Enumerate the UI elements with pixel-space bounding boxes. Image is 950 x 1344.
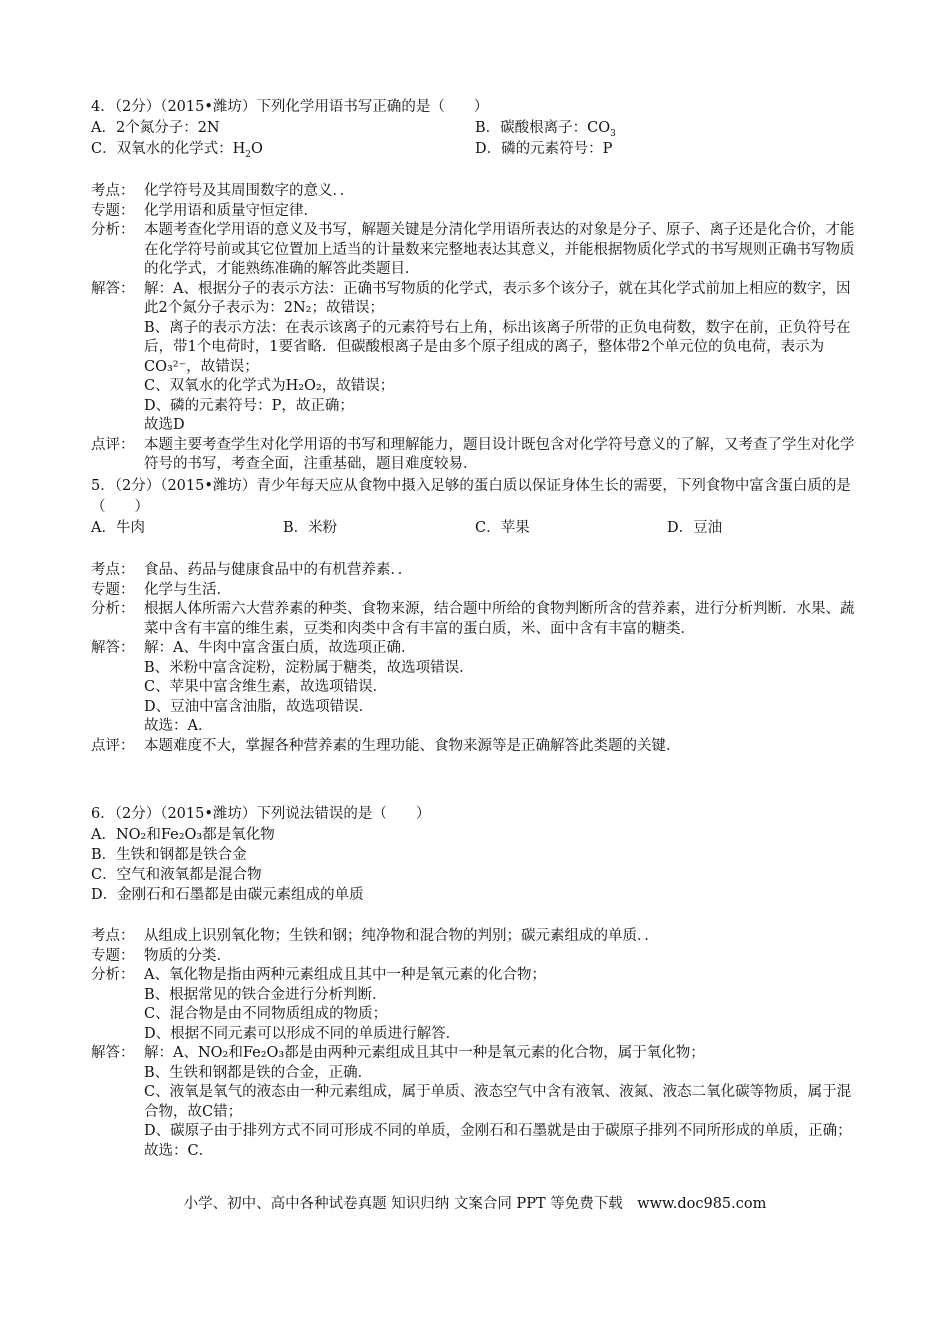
kaodian-label: 考点：: [91, 928, 135, 944]
q4-kaodian: 化学符号及其周围数字的意义．．: [144, 183, 355, 199]
q4-option-b: B．碳酸根离子：$CO_3$: [475, 120, 616, 139]
q6-option-a: A．NO₂和Fe₂O₃都是氧化物: [91, 827, 275, 843]
q4-zhuanti: 化学用语和质量守恒定律．: [144, 202, 318, 219]
q5-option-d: D．豆油: [667, 520, 723, 536]
question-6-options: [91, 825, 861, 905]
fenxi-label: 分析：: [91, 601, 135, 617]
zhuanti-label: 专题：: [91, 947, 135, 964]
q5-jieda: 解：A、牛肉中富含蛋白质，故选项正确． B、米粉中富含淀粉，淀粉属于糖类，故选项错误． C、苹果中富含维生素，故选项错误． D、豆油中富含油脂，故选项错误． 故选：A．: [144, 640, 474, 734]
q5-option-b: B．米粉: [283, 520, 338, 536]
question-5: [91, 476, 861, 756]
question-4: [91, 97, 861, 475]
fenxi-label: 分析：: [91, 967, 135, 983]
page-footer: 小学、初中、高中各种试卷真题 知识归纳 文案合同 PPT 等免费下载 www.doc985.com: [183, 1196, 767, 1212]
kaodian-label: 考点：: [91, 183, 135, 199]
q6-jieda: 解：A、NO₂和Fe₂O₃都是由两种元素组成且其中一种是氧元素的化合物，属于氧化物； B、生铁和钢都是铁的合金，正确． C、液氧是氧气的液态由一种元素组成，属于单质、液态空气中含有液氧、液氮、液态二氧化碳等物质，属于混合物，故C错； D、碳原子由于排列方式不同可形成不同的单质，金刚石和石墨就是由于碳原子排列不同所形成的单质，正确； 故选：C．: [144, 1045, 852, 1159]
dianping-label: 点评：: [91, 436, 135, 453]
q4-option-a: A．2个氮分子：2N: [91, 120, 220, 136]
q4-dianping: 本题主要考查学生对化学用语的书写和理解能力，题目设计既包含对化学符号意义的了解，又考查了学生对化学符号的书写，考查全面，注重基础，题目难度较易．: [144, 436, 855, 472]
q6-zhuanti: 物质的分类．: [144, 947, 231, 964]
question-4-analysis: [91, 182, 861, 475]
kaodian-label: 考点：: [91, 562, 135, 578]
jieda-label: 解答：: [91, 1045, 135, 1061]
dianping-label: 点评：: [91, 737, 135, 754]
q5-option-c: C．苹果: [475, 520, 530, 536]
fenxi-label: 分析：: [91, 222, 135, 238]
zhuanti-label: 专题：: [91, 581, 135, 598]
question-5-stem: 5．（2分）（2015•潍坊）青少年每天应从食物中摄入足够的蛋白质以保证身体生长的需要，下列食物中富含蛋白质的是（ ）: [91, 478, 851, 515]
q5-zhuanti: 化学与生活．: [144, 581, 231, 598]
q6-fenxi: A、氧化物是指由两种元素组成且其中一种是氧元素的化合物； B、根据常见的铁合金进行分析判断． C、混合物是由不同物质组成的物质； D、根据不同元素可以形成不同的单质进行解答．: [144, 967, 546, 1042]
q6-option-b: B．生铁和钢都是铁合金: [91, 847, 247, 863]
question-4-stem: 4．（2分）（2015•潍坊）下列化学用语书写正确的是（ ）: [91, 99, 489, 115]
q5-option-a: A．牛肉: [91, 520, 145, 536]
q4-option-c: C．双氧水的化学式：$H_2O$: [91, 141, 263, 160]
jieda-label: 解答：: [91, 280, 135, 297]
question-6: [91, 804, 861, 1161]
zhuanti-label: 专题：: [91, 202, 135, 219]
q5-dianping: 本题难度不大，掌握各种营养素的生理功能、食物来源等是正确解答此类题的关键．: [144, 737, 681, 754]
question-6-analysis: [91, 927, 861, 1161]
jieda-label: 解答：: [91, 640, 135, 656]
q4-jieda: 解：A、根据分子的表示方法：正确书写物质的化学式，表示多个该分子，就在其化学式前加上相应的数字，因此2个氮分子表示为：2N₂；故错误； B、离子的表示方法：在表示该离子的元素符号右上角，标出该离子所带的正负电荷数，数字在前，正负符号在后，带1个电荷时，1要省略．但碳酸根离子是由多个原子组成的离子，整体带2个单元位的负电荷，表示为CO₃²⁻，故错误； C、双氧水的化学式为H₂O₂，故错误； D、磷的元素符号：P，故正确； 故选D: [144, 280, 851, 433]
q5-kaodian: 食品、药品与健康食品中的有机营养素．．: [144, 562, 413, 578]
q5-fenxi: 根据人体所需六大营养素的种类、食物来源，结合题中所给的食物判断所含的营养素，进行分析判断．水果、蔬菜中含有丰富的维生素，豆类和肉类中含有丰富的蛋白质，米、面中含有丰富的糖类．: [144, 601, 855, 637]
q4-option-d: D．磷的元素符号：P: [475, 141, 613, 157]
q4-fenxi: 本题考查化学用语的意义及书写，解题关键是分清化学用语所表达的对象是分子、原子、离子还是化合价，才能在化学符号前或其它位置加上适当的计量数来完整地表达其意义，并能根据物质化学式的书写规则正确书写物质的化学式，才能熟练准确的解答此类题目．: [144, 222, 855, 277]
question-5-analysis: [91, 561, 861, 756]
question-6-stem: 6．（2分）（2015•潍坊）下列说法错误的是（ ）: [91, 806, 431, 822]
question-4-options: [91, 118, 861, 160]
q6-option-c: C．空气和液氧都是混合物: [91, 867, 262, 883]
q6-option-d: D．金刚石和石墨都是由碳元素组成的单质: [91, 887, 364, 903]
question-5-options: [91, 518, 861, 539]
q6-kaodian: 从组成上识别氧化物；生铁和钢；纯净物和混合物的判别；碳元素组成的单质．．: [144, 928, 659, 944]
